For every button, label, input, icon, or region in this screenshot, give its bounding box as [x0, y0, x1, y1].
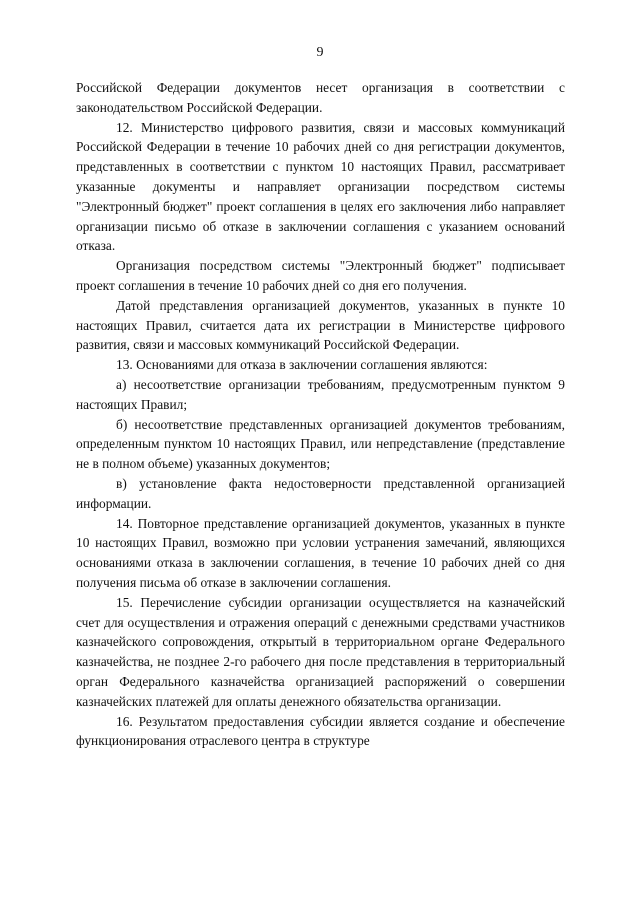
paragraph-14: 14. Повторное представление организацией документов, указанных в пункте 10 настоящих Правил, возможно при условии устранения замечаний, являющихся основаниями отказа в заключении соглашения, в течение 10 рабочих дней со дня получения письма об отказе в заключении соглашения.: [76, 515, 565, 590]
paragraph-12: 12. Министерство цифрового развития, связи и массовых коммуникаций Российской Федерации в течение 10 рабочих дней со дня регистрации документов, представленных в соответствии с пунктом 10 настоящих Правил, рассматривает указанные документы и направляет организации посредством системы "Электронный бюджет" проект соглашения в целях его заключения либо направляет организации письмо об отказе в заключении соглашения с указанием оснований отказа.: [76, 119, 565, 254]
paragraph-13: 13. Основаниями для отказа в заключении соглашения являются:: [116, 357, 488, 373]
paragraph-13-a: а) несоответствие организации требованиям, предусмотренным пунктом 9 настоящих Правил;: [76, 376, 565, 412]
paragraph-13-b: б) несоответствие представленных организацией документов требованиям, определенным пунктом 10 настоящих Правил, или непредставление (представление не в полном объеме) указанных документов;: [76, 416, 565, 472]
paragraph-15: 15. Перечисление субсидии организации осуществляется на казначейский счет для осуществления и отражения операций с денежными средствами участников казначейского сопровождения, открытый в территориальном органе Федерального казначейства, не позднее 2-го рабочего дня после представления в территориальный орган Федерального казначейства организацией распоряжений о совершении казначейских платежей для оплаты денежного обязательства организации.: [76, 594, 565, 709]
paragraph-continuation: Российской Федерации документов несет организация в соответствии с законодательством Российской Федерации.: [76, 80, 565, 115]
paragraph-signing: Организация посредством системы "Электронный бюджет" подписывает проект соглашения в течение 10 рабочих дней со дня его получения.: [76, 258, 565, 293]
page-number: 9: [316, 45, 324, 60]
body-text: [76, 78, 565, 751]
paragraph-13-v: в) установление факта недостоверности представленной организацией информации.: [76, 475, 565, 511]
paragraph-16: 16. Результатом предоставления субсидии является создание и обеспечение функционирования отраслевого центра в структуре: [76, 713, 565, 749]
paragraph-submission-date: Датой представления организацией документов, указанных в пункте 10 настоящих Правил, считается дата их регистрации в Министерстве цифрового развития, связи и массовых коммуникаций Российской Федерации.: [76, 297, 565, 353]
